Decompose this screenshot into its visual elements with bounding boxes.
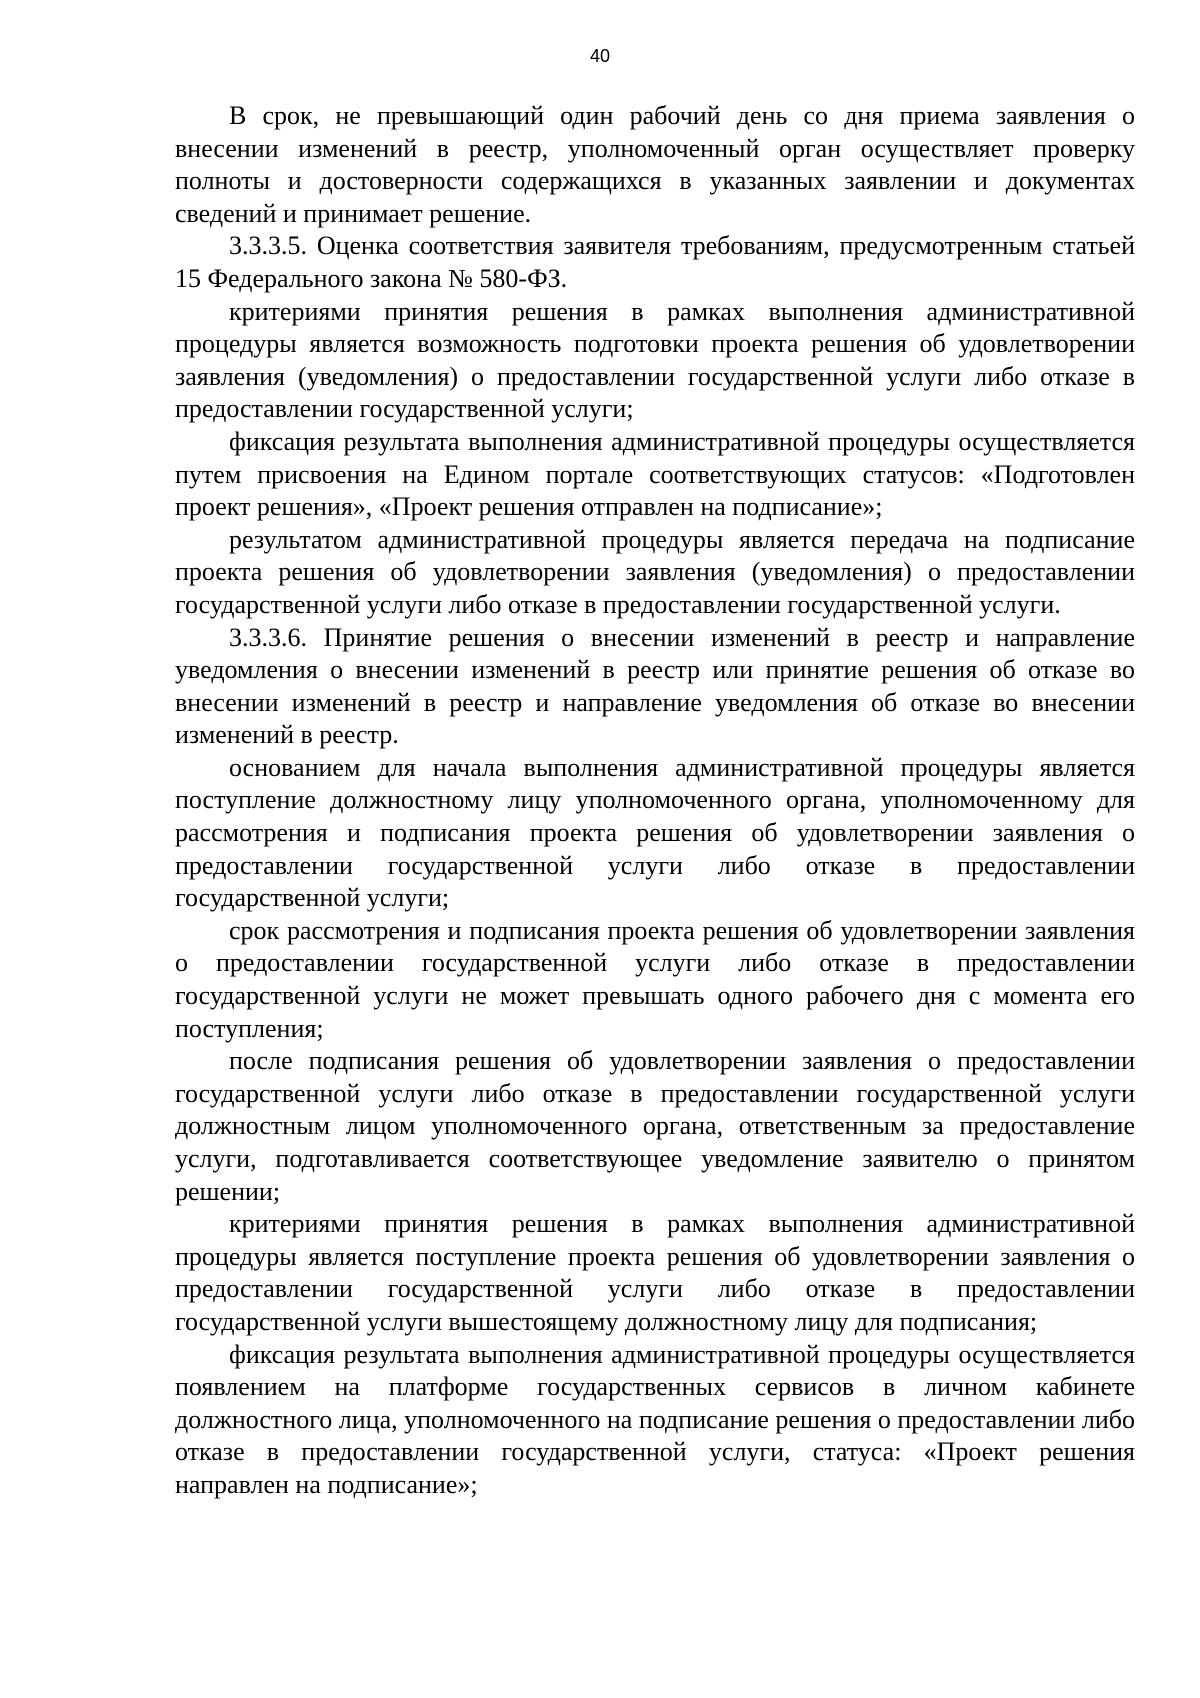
- paragraph: 3.3.3.5. Оценка соответствия заявителя требованиям, предусмотренным статьей 15 Федерального закона № 580-ФЗ.: [175, 231, 1135, 293]
- paragraph: основанием для начала выполнения административной процедуры является поступление должностному лицу уполномоченного органа, уполномоченному для рассмотрения и подписания проекта решения об удовлетворении заявления о предоставлении государственной услуги либо отказе в предоставлении государственной услуги;: [175, 752, 1135, 913]
- paragraph: фиксация результата выполнения административной процедуры осуществляется путем присвоения на Едином портале соответствующих статусов: «Подготовлен проект решения», «Проект решения отправлен на подписание»;: [175, 426, 1135, 522]
- paragraph: после подписания решения об удовлетворении заявления о предоставлении государственной услуги либо отказе в предоставлении государственной услуги должностным лицом уполномоченного органа, ответственным за предоставление услуги, подготавливается соответствующее уведомление заявителю о принятом решении;: [175, 1046, 1135, 1206]
- paragraph: В срок, не превышающий один рабочий день со дня приема заявления о внесении изменений в реестр, уполномоченный орган осуществляет проверку полноты и достоверности содержащихся в указанных заявлении и документах сведений и принимает решение.: [175, 101, 1135, 228]
- document-body: [175, 100, 1135, 1502]
- paragraph: результатом административной процедуры является передача на подписание проекта решения об удовлетворении заявления (уведомления) о предоставлении государственной услуги либо отказе в предоставлении государственной услуги.: [175, 524, 1135, 619]
- paragraph: срок рассмотрения и подписания проекта решения об удовлетворении заявления о предоставлении государственной услуги либо отказе в предоставлении государственной услуги не может превышать одного рабочего дня с момента его поступления;: [175, 915, 1135, 1043]
- paragraph: критериями принятия решения в рамках выполнения административной процедуры является поступление проекта решения об удовлетворении заявления о предоставлении государственной услуги либо отказе в предоставлении государственной услуги вышестоящему должностному лицу для подписания;: [175, 1209, 1135, 1336]
- paragraph: 3.3.3.6. Принятие решения о внесении изменений в реестр и направление уведомления о внесении изменений в реестр или принятие решения об отказе во внесении изменений в реестр и направление уведомления об отказе во внесении изменений в реестр.: [175, 622, 1135, 750]
- page-number: 40: [589, 46, 611, 66]
- paragraph: фиксация результата выполнения административной процедуры осуществляется появлением на платформе государственных сервисов в личном кабинете должностного лица, уполномоченного на подписание решения о предоставлении либо отказе в предоставлении государственной услуги, статуса: «Проект решения направлен на подписание»;: [175, 1339, 1135, 1499]
- paragraph: критериями принятия решения в рамках выполнения административной процедуры является возможность подготовки проекта решения об удовлетворении заявления (уведомления) о предоставлении государственной услуги либо отказе в предоставлении государственной услуги;: [175, 296, 1135, 424]
